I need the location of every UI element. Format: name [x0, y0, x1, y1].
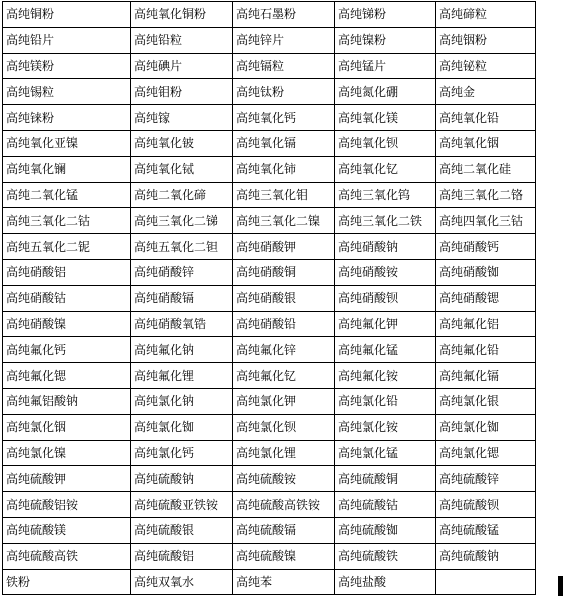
table-cell: 高纯氯化镍	[3, 440, 131, 466]
table-cell: 高纯铅片	[3, 27, 131, 53]
table-cell: 高纯铅粒	[131, 27, 233, 53]
table-cell: 高纯石墨粉	[233, 2, 335, 28]
table-cell: 高纯苯	[233, 569, 335, 595]
table-cell: 高纯氟化钙	[3, 337, 131, 363]
table-cell: 高纯碲粒	[436, 2, 536, 28]
table-cell: 高纯氯化铷	[131, 414, 233, 440]
table-cell: 高纯氯化铷	[436, 414, 536, 440]
table-cell: 高纯氯化钡	[233, 414, 335, 440]
table-cell: 高纯硝酸镉	[131, 285, 233, 311]
table-cell: 高纯氟化锌	[233, 337, 335, 363]
table-row	[3, 492, 536, 518]
table-cell: 高纯硝酸钠	[335, 234, 436, 260]
table-cell: 高纯氧化铅	[436, 105, 536, 131]
table-cell: 高纯三氧化钼	[233, 182, 335, 208]
table-cell: 高纯氯化铵	[335, 414, 436, 440]
table-row	[3, 337, 536, 363]
table-row	[3, 543, 536, 569]
table-cell: 高纯氟化钇	[233, 363, 335, 389]
table-cell: 高纯硫酸高铁铵	[233, 492, 335, 518]
table-row	[3, 388, 536, 414]
table-cell: 高纯氯化铅	[335, 388, 436, 414]
table-row	[3, 130, 536, 156]
table-cell: 高纯氟化锂	[131, 363, 233, 389]
table-cell: 高纯三氧化二镍	[233, 208, 335, 234]
table-cell: 高纯氧化亚镍	[3, 130, 131, 156]
table-cell: 高纯氟化钾	[335, 311, 436, 337]
table-row	[3, 234, 536, 260]
table-cell: 高纯三氧化二锑	[131, 208, 233, 234]
table-cell: 高纯硝酸铷	[436, 259, 536, 285]
table-row	[3, 208, 536, 234]
table-cell: 高纯硫酸镍	[233, 543, 335, 569]
table-cell: 高纯锑粉	[335, 2, 436, 28]
table-cell: 高纯金	[436, 79, 536, 105]
table-cell: 高纯硝酸铅	[233, 311, 335, 337]
table-cell: 高纯氯化锶	[436, 440, 536, 466]
table-cell: 高纯硝酸钴	[3, 285, 131, 311]
table-cell: 高纯锌片	[233, 27, 335, 53]
product-table-body	[3, 2, 536, 595]
table-cell: 高纯硫酸铷	[335, 517, 436, 543]
table-cell: 高纯硝酸铵	[335, 259, 436, 285]
table-cell: 高纯镉粒	[233, 53, 335, 79]
table-cell: 高纯氯化钾	[233, 388, 335, 414]
table-cell: 高纯镁粉	[3, 53, 131, 79]
table-cell: 高纯氧化镁	[335, 105, 436, 131]
table-cell: 高纯三氧化二铁	[335, 208, 436, 234]
table-cell: 高纯氮化硼	[335, 79, 436, 105]
table-cell: 高纯氯化钙	[131, 440, 233, 466]
table-cell: 高纯锰片	[335, 53, 436, 79]
table-row	[3, 363, 536, 389]
table-cell: 高纯硝酸钡	[335, 285, 436, 311]
table-row	[3, 311, 536, 337]
table-cell: 高纯碘片	[131, 53, 233, 79]
table-cell: 高纯硫酸钠	[131, 466, 233, 492]
table-cell: 高纯二氧化碲	[131, 182, 233, 208]
table-cell: 高纯硫酸锌	[436, 466, 536, 492]
table-cell: 高纯硝酸氧锆	[131, 311, 233, 337]
table-cell: 高纯盐酸	[335, 569, 436, 595]
table-cell: 高纯氧化铈	[233, 156, 335, 182]
table-cell: 高纯硫酸铝铵	[3, 492, 131, 518]
table-row	[3, 2, 536, 28]
table-row	[3, 285, 536, 311]
table-cell: 高纯三氧化钨	[335, 182, 436, 208]
table-cell: 高纯铟粉	[436, 27, 536, 53]
table-cell: 高纯四氧化三钴	[436, 208, 536, 234]
table-cell: 高纯硝酸铝	[3, 259, 131, 285]
table-cell: 高纯硫酸钾	[3, 466, 131, 492]
table-cell: 高纯五氧化二钽	[131, 234, 233, 260]
page-edge-mark	[558, 576, 563, 596]
table-cell: 高纯氟化锶	[3, 363, 131, 389]
table-cell	[436, 569, 536, 595]
table-row	[3, 156, 536, 182]
table-cell: 高纯硝酸钙	[436, 234, 536, 260]
table-cell: 高纯氟铝酸钠	[3, 388, 131, 414]
table-cell: 高纯铼粉	[3, 105, 131, 131]
table-cell: 高纯氧化铟	[436, 130, 536, 156]
table-cell: 高纯二氧化硅	[436, 156, 536, 182]
table-cell: 高纯五氧化二铌	[3, 234, 131, 260]
table-cell: 高纯硫酸亚铁铵	[131, 492, 233, 518]
table-cell: 高纯氟化镉	[436, 363, 536, 389]
table-row	[3, 259, 536, 285]
table-cell: 高纯三氧化二铬	[436, 182, 536, 208]
table-row	[3, 466, 536, 492]
table-row	[3, 27, 536, 53]
table-cell: 高纯硫酸铝	[131, 543, 233, 569]
table-cell: 高纯硫酸铁	[335, 543, 436, 569]
table-cell: 高纯铜粉	[3, 2, 131, 28]
table-cell: 高纯氧化铽	[131, 156, 233, 182]
table-cell: 高纯镓	[131, 105, 233, 131]
table-cell: 高纯氟化铝	[436, 311, 536, 337]
table-cell: 高纯氯化钠	[131, 388, 233, 414]
table-cell: 高纯锡粒	[3, 79, 131, 105]
table-cell: 高纯硫酸镉	[233, 517, 335, 543]
table-cell: 高纯硝酸银	[233, 285, 335, 311]
table-row	[3, 414, 536, 440]
table-cell: 高纯氯化锂	[233, 440, 335, 466]
table-cell: 高纯钛粉	[233, 79, 335, 105]
table-cell: 高纯氧化钙	[233, 105, 335, 131]
table-cell: 高纯氟化锰	[335, 337, 436, 363]
table-cell: 高纯氟化钠	[131, 337, 233, 363]
table-row	[3, 517, 536, 543]
table-cell: 高纯氯化锰	[335, 440, 436, 466]
table-cell: 高纯镍粉	[335, 27, 436, 53]
table-cell: 高纯氧化镉	[233, 130, 335, 156]
table-cell: 高纯氧化镧	[3, 156, 131, 182]
table-cell: 高纯硫酸钡	[436, 492, 536, 518]
table-cell: 高纯氧化钡	[335, 130, 436, 156]
table-cell: 高纯硫酸铜	[335, 466, 436, 492]
table-row	[3, 569, 536, 595]
table-cell: 高纯氟化铅	[436, 337, 536, 363]
product-table	[2, 1, 536, 595]
table-cell: 高纯三氧化二钴	[3, 208, 131, 234]
table-cell: 高纯硫酸铵	[233, 466, 335, 492]
table-cell: 高纯二氧化锰	[3, 182, 131, 208]
table-cell: 高纯硫酸锰	[436, 517, 536, 543]
table-row	[3, 53, 536, 79]
table-cell: 高纯氯化银	[436, 388, 536, 414]
table-row	[3, 182, 536, 208]
table-cell: 高纯硝酸铜	[233, 259, 335, 285]
table-cell: 高纯氯化铟	[3, 414, 131, 440]
table-cell: 高纯硫酸钠	[436, 543, 536, 569]
table-cell: 高纯氧化铜粉	[131, 2, 233, 28]
table-cell: 高纯硫酸钴	[335, 492, 436, 518]
table-cell: 高纯氧化钇	[335, 156, 436, 182]
table-row	[3, 105, 536, 131]
table-cell: 高纯硫酸镁	[3, 517, 131, 543]
table-cell: 铁粉	[3, 569, 131, 595]
table-row	[3, 440, 536, 466]
table-cell: 高纯钼粉	[131, 79, 233, 105]
table-cell: 高纯硫酸银	[131, 517, 233, 543]
table-cell: 高纯氟化铵	[335, 363, 436, 389]
table-cell: 高纯氧化铍	[131, 130, 233, 156]
table-cell: 高纯硝酸钾	[233, 234, 335, 260]
table-cell: 高纯硫酸高铁	[3, 543, 131, 569]
table-cell: 高纯铋粒	[436, 53, 536, 79]
table-cell: 高纯双氧水	[131, 569, 233, 595]
table-row	[3, 79, 536, 105]
table-cell: 高纯硝酸锌	[131, 259, 233, 285]
table-cell: 高纯硝酸锶	[436, 285, 536, 311]
table-cell: 高纯硝酸镍	[3, 311, 131, 337]
